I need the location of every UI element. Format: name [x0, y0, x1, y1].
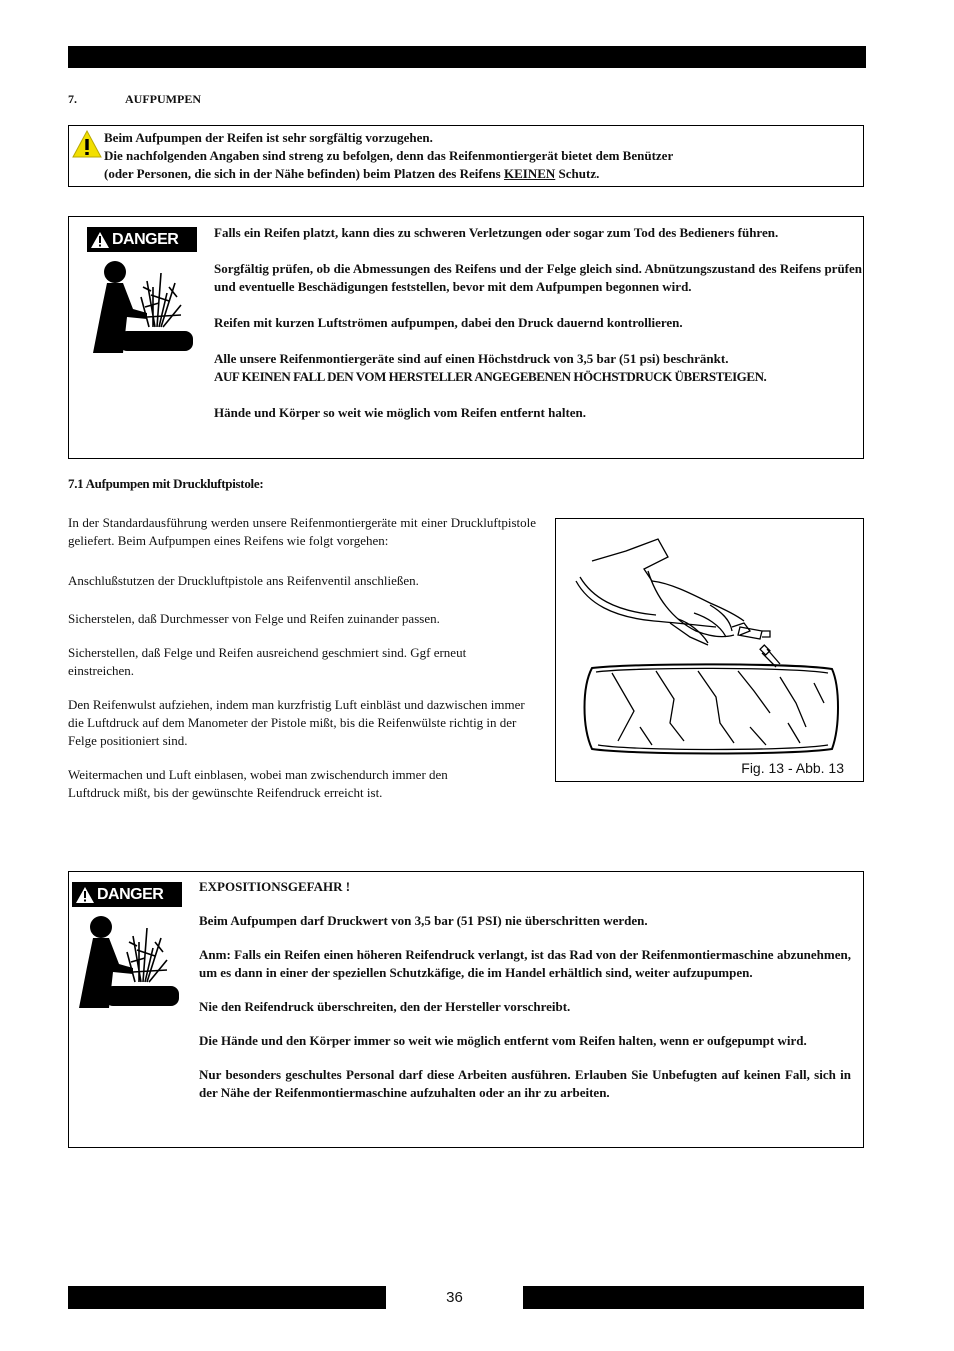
section-number: 7. — [68, 92, 77, 106]
caution-line: Beim Aufpumpen der Reifen ist sehr sorgfältig vorzugehen. — [104, 130, 433, 145]
caution-box — [68, 125, 864, 187]
danger-badge: DANGER — [72, 882, 182, 907]
section-title: AUFPUMPEN — [125, 92, 201, 106]
danger1-limit: Alle unsere Reifenmontiergeräte sind auf einen Höchstdruck von 3,5 bar (51 psi) beschränkt. AUF KEINEN FALL DEN VOM HERSTELLER ANGEGEBENEN HÖCHSTDRUCK ÜBERSTEIGEN. — [214, 351, 767, 384]
tire-inflation-illustration — [574, 527, 846, 759]
danger-box-1 — [68, 216, 864, 459]
header-bar — [68, 46, 866, 68]
warning-triangle-icon — [72, 130, 102, 160]
caution-line: (oder Personen, die sich in der Nähe befinden) beim Platzen des Reifens KEINEN Schutz. — [104, 166, 600, 181]
footer-bar-right — [523, 1286, 864, 1309]
danger1-paragraph: Falls ein Reifen platzt, kann dies zu schweren Verletzungen oder sogar zum Tod des Bedieners führen. — [214, 225, 779, 240]
figure-caption: Fig. 13 - Abb. 13 — [741, 760, 844, 776]
danger1-paragraph: Reifen mit kurzen Luftströmen aufpumpen, dabei den Druck dauernd kontrollieren. — [214, 315, 683, 330]
danger-badge: DANGER — [87, 227, 197, 252]
subsection-title: 7.1 Aufpumpen mit Druckluftpistole: — [68, 476, 264, 491]
danger2-text — [199, 878, 851, 1102]
exclamation-triangle-icon — [91, 232, 109, 248]
caution-line: Die nachfolgenden Angaben sind streng zu befolgen, denn das Reifenmontiergerät bietet dem Benützer — [104, 148, 674, 163]
footer-bar-left — [68, 1286, 386, 1309]
danger-box-2 — [68, 871, 864, 1148]
danger2-paragraph: Beim Aufpumpen darf Druckwert von 3,5 bar (51 PSI) nie überschritten werden. — [199, 913, 648, 928]
danger2-paragraph: Nur besonders geschultes Personal darf diese Arbeiten ausführen. Erlauben Sie Unbefugten auf keinen Fall, sich in der Nähe der Reifenmontiermaschine aufzuhalten oder an ihr zu arbeiten. — [199, 1067, 851, 1100]
body-paragraph: Sicherstellen, daß Felge und Reifen ausreichend geschmiert sind. Ggf erneut einstreichen. — [68, 645, 467, 678]
body-paragraph: Weitermachen und Luft einblasen, wobei man zwischendurch immer den Luftdruck mißt, bis der gewünschte Reifendruck erreicht ist. — [68, 767, 448, 800]
danger2-paragraph: Nie den Reifendruck überschreiten, den der Hersteller vorschreibt. — [199, 999, 571, 1014]
page-number: 36 — [446, 1289, 463, 1306]
explosion-pictogram-icon — [75, 912, 180, 1010]
body-paragraph: In der Standardausführung werden unsere Reifenmontiergeräte mit einer Druckluftpistole geliefert. Beim Aufpumpen eines Reifens wie folgt vorgehen: — [68, 515, 536, 548]
danger1-text — [214, 224, 862, 422]
figure-13 — [555, 518, 864, 782]
body-paragraph: Sicherstelen, daß Durchmesser von Felge und Reifen zuinander passen. — [68, 611, 440, 626]
danger2-heading: EXPOSITIONSGEFAHR ! — [199, 879, 351, 894]
body-paragraph: Den Reifenwulst aufziehen, indem man kurzfristig Luft einbläst und dazwischen immer die Luftdruck auf dem Manometer der Pistole mißt, bis die Reifenwülste richtig in der Felge positioniert sind. — [68, 697, 525, 748]
danger1-paragraph: Sorgfältig prüfen, ob die Abmessungen des Reifens und der Felge gleich sind. Abnützungszustand des Reifens prüfen und eventuelle Beschädigungen feststellen, bevor mit dem Aufpumpen begonnen wird. — [214, 261, 862, 294]
danger2-paragraph: Die Hände und den Körper immer so weit wie möglich entfernt vom Reifen halten, wenn er oufgepumpt wird. — [199, 1033, 807, 1048]
danger2-paragraph: Anm: Falls ein Reifen einen höheren Reifendruck verlangt, ist das Rad von der Reifenmontiermaschine abzunehmen, um es dann in einer der speziellen Schutzkäfige, die im Handel erhältlich sind, weiter aufzupumpen. — [199, 947, 851, 980]
danger1-paragraph: Hände und Körper so weit wie möglich vom Reifen entfernt halten. — [214, 405, 587, 420]
body-text — [68, 514, 536, 818]
body-paragraph: Anschlußstutzen der Druckluftpistole ans Reifenventil anschließen. — [68, 573, 419, 588]
exclamation-triangle-icon — [76, 887, 94, 903]
caution-text — [104, 129, 859, 183]
explosion-pictogram-icon — [89, 257, 194, 355]
